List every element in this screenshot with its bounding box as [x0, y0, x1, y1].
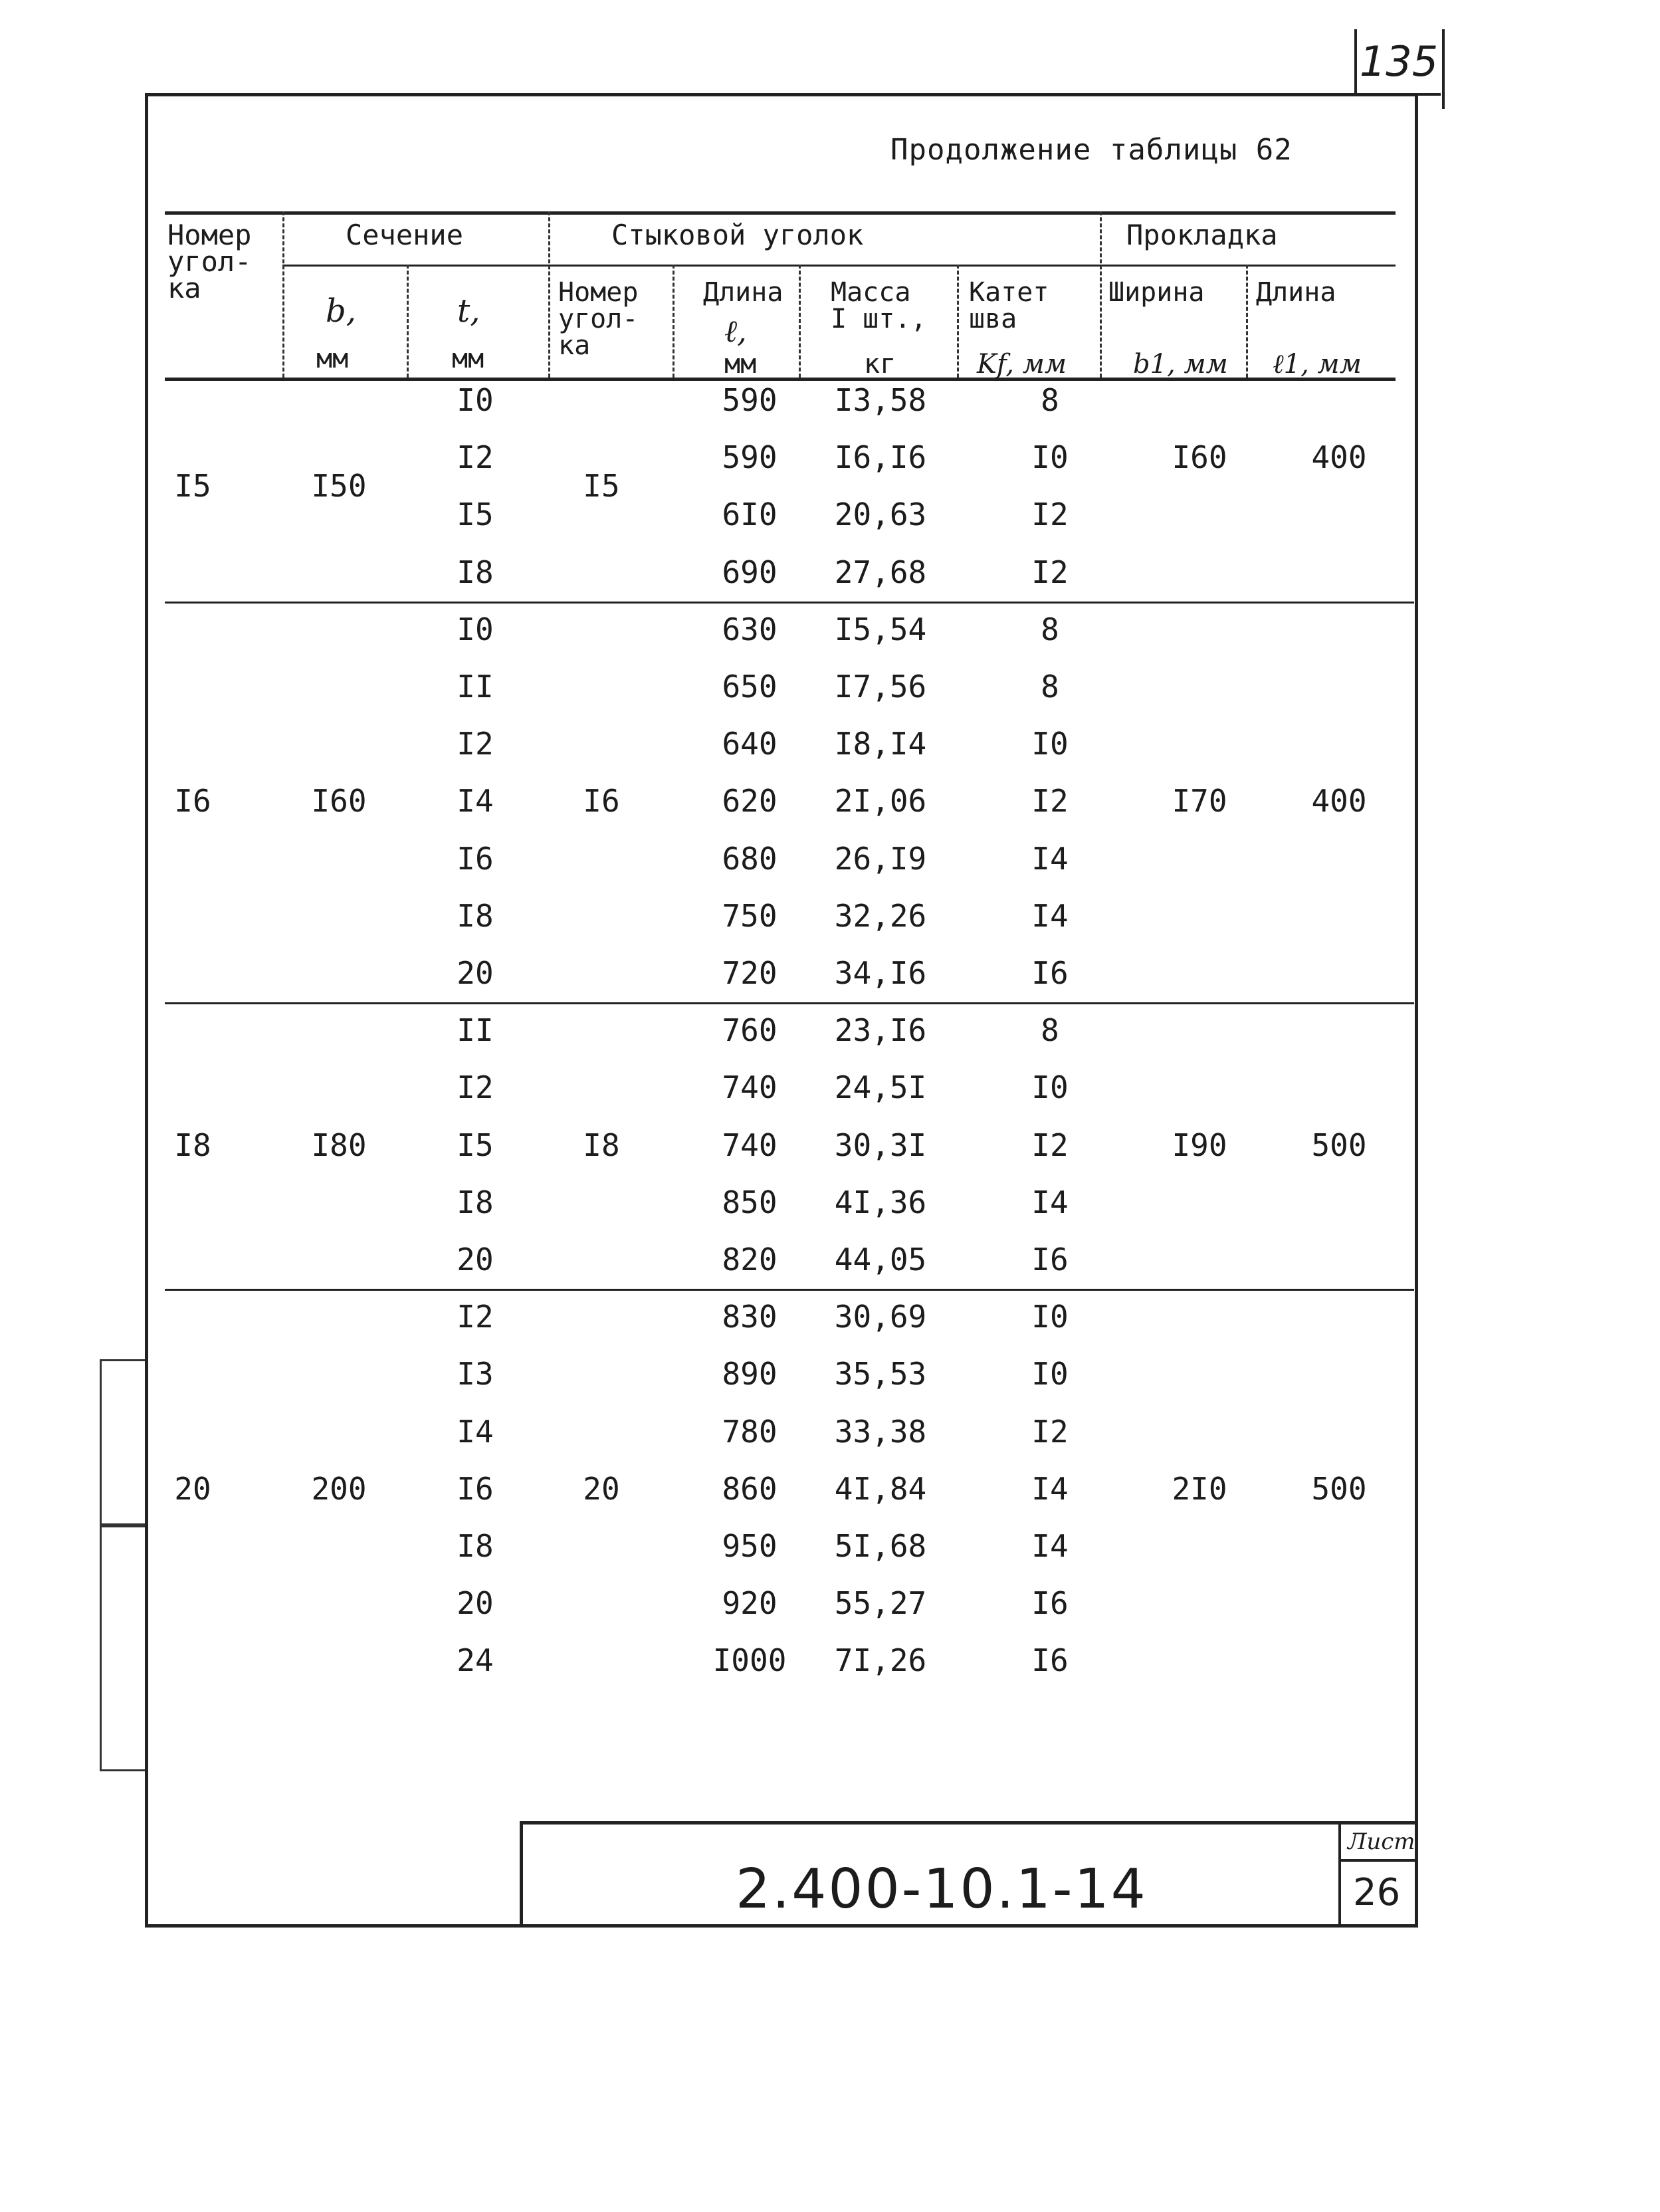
cell-t: II [457, 1012, 494, 1049]
cell-b: I60 [311, 783, 367, 820]
cell-pad-length: 400 [1311, 783, 1367, 820]
header-leg: Катет шва [969, 277, 1049, 334]
cell-length: 830 [722, 1299, 778, 1335]
cell-mass: 7I,26 [834, 1642, 927, 1679]
cell-t: I8 [457, 1184, 494, 1220]
cell-length: 720 [722, 955, 778, 991]
cell-mass: I6,I6 [834, 439, 927, 476]
cell-length: 760 [722, 1012, 778, 1049]
page-number: 135 [1354, 29, 1441, 96]
cell-t: I2 [457, 439, 494, 476]
cell-length: 620 [722, 783, 778, 820]
cell-leg: I6 [1031, 955, 1069, 991]
cell-t: I2 [457, 1299, 494, 1335]
header-divider [282, 211, 284, 378]
cell-leg: I0 [1031, 726, 1069, 762]
header-divider [548, 211, 550, 378]
cell-t: I3 [457, 1356, 494, 1392]
cell-length: 750 [722, 897, 778, 934]
cell-length: 890 [722, 1356, 778, 1392]
cell-leg: 8 [1041, 611, 1059, 647]
cell-leg: I6 [1031, 1242, 1069, 1277]
cell-length: 650 [722, 669, 778, 705]
cell-leg: I4 [1031, 1184, 1069, 1220]
cell-leg: I0 [1031, 439, 1069, 476]
group-separator [165, 1002, 1414, 1004]
title-block [520, 1821, 1418, 1928]
cell-pad-width: 2I0 [1172, 1470, 1227, 1507]
cell-t: 24 [457, 1642, 494, 1679]
cell-length: 740 [722, 1069, 778, 1106]
cell-t: I8 [457, 1528, 494, 1564]
header-divider [957, 265, 959, 378]
cell-mass: I3,58 [834, 382, 927, 418]
cell-mass: I8,I4 [834, 726, 927, 762]
header-leg-symbol: Kf, мм [977, 349, 1067, 380]
header-divider [1100, 211, 1102, 378]
cell-length: 780 [722, 1413, 778, 1450]
header-mass-unit: кг [864, 349, 896, 380]
cell-leg: I0 [1031, 1299, 1069, 1335]
cell-mass: 30,69 [834, 1299, 927, 1335]
cell-length: 6I0 [722, 497, 778, 533]
header-length: Длина [703, 277, 783, 308]
cell-mass: 30,3I [834, 1127, 927, 1163]
cell-angle: 20 [174, 1470, 211, 1507]
cell-length: 590 [722, 439, 778, 476]
cell-mass: 55,27 [834, 1585, 927, 1622]
cell-leg: I2 [1031, 1127, 1069, 1163]
cell-length: 630 [722, 611, 778, 647]
cell-leg: I4 [1031, 840, 1069, 877]
cell-t: I4 [457, 1413, 494, 1450]
cell-leg: 8 [1041, 382, 1059, 418]
cell-leg: I6 [1031, 1585, 1069, 1622]
cell-leg: I2 [1031, 554, 1069, 590]
header-pad-length: Длина [1256, 277, 1336, 308]
document-code: 2.400-10.1-14 [736, 1858, 1148, 1921]
cell-t: I4 [457, 783, 494, 820]
sheet-label: Лист [1348, 1828, 1415, 1855]
header-pad-length-symbol: ℓ1, мм [1273, 349, 1362, 380]
cell-length: 850 [722, 1184, 778, 1220]
cell-b: I80 [311, 1127, 367, 1163]
cell-leg: I2 [1031, 497, 1069, 533]
header-b-symbol: b, [326, 292, 356, 330]
cell-mass: I5,54 [834, 611, 927, 647]
cell-mass: 33,38 [834, 1413, 927, 1450]
header-section: Сечение [346, 219, 464, 251]
group-separator [165, 1289, 1414, 1291]
cell-pad-length: 500 [1311, 1127, 1367, 1163]
cell-leg: I0 [1031, 1356, 1069, 1392]
cell-t: II [457, 669, 494, 705]
cell-t: 20 [457, 1585, 494, 1622]
cell-angle: I8 [174, 1127, 211, 1163]
cell-pad-length: 400 [1311, 439, 1367, 476]
binding-strip [100, 1525, 146, 1771]
header-divider [673, 265, 674, 378]
sheet-number: 26 [1353, 1871, 1401, 1914]
cell-pad-width: I60 [1172, 439, 1227, 476]
cell-mass: 26,I9 [834, 840, 927, 877]
header-butt-angle: Стыковой уголок [611, 219, 864, 251]
cell-leg: I4 [1031, 1528, 1069, 1564]
cell-mass: 35,53 [834, 1356, 927, 1392]
cell-mass: 44,05 [834, 1242, 927, 1277]
cell-b: 200 [311, 1470, 367, 1507]
cell-mass: 23,I6 [834, 1012, 927, 1049]
cell-angle: I6 [174, 783, 211, 820]
cell-pad-width: I90 [1172, 1127, 1227, 1163]
cell-leg: 8 [1041, 1012, 1059, 1049]
cell-mass: 2I,06 [834, 783, 927, 820]
header-divider [799, 265, 801, 378]
cell-t: I8 [457, 897, 494, 934]
cell-mass: 4I,36 [834, 1184, 927, 1220]
cell-mass: 27,68 [834, 554, 927, 590]
cell-t: 20 [457, 1242, 494, 1277]
cell-length: 680 [722, 840, 778, 877]
cell-mass: 5I,68 [834, 1528, 927, 1564]
cell-t: I8 [457, 554, 494, 590]
header-top-rule [165, 211, 1396, 215]
header-width-symbol: b1, мм [1133, 349, 1228, 380]
cell-butt: I6 [583, 783, 620, 820]
header-butt-number: Номер угол- ка [558, 277, 639, 361]
cell-pad-width: I70 [1172, 783, 1227, 820]
cell-pad-length: 500 [1311, 1470, 1367, 1507]
cell-length: 860 [722, 1470, 778, 1507]
group-separator [165, 602, 1414, 604]
cell-t: I2 [457, 726, 494, 762]
cell-mass: 34,I6 [834, 955, 927, 991]
header-angle-number: Номер угол- ка [167, 219, 252, 304]
cell-butt: 20 [583, 1470, 620, 1507]
cell-leg: I2 [1031, 1413, 1069, 1450]
header-pad: Прокладка [1126, 219, 1278, 251]
cell-butt: I5 [583, 468, 620, 504]
header-length-unit: мм [724, 349, 757, 380]
header-divider [1246, 265, 1248, 378]
cell-butt: I8 [583, 1127, 620, 1163]
cell-mass: 24,5I [834, 1069, 927, 1106]
cell-b: I50 [311, 468, 367, 504]
cell-mass: 32,26 [834, 897, 927, 934]
header-divider [407, 265, 409, 378]
cell-leg: I4 [1031, 1470, 1069, 1507]
cell-leg: I4 [1031, 897, 1069, 934]
cell-t: 20 [457, 955, 494, 991]
cell-length: 820 [722, 1242, 778, 1277]
sheet-box [1338, 1825, 1418, 1928]
header-b-unit: мм [316, 344, 349, 374]
header-mid-rule [282, 265, 1396, 267]
cell-length: 640 [722, 726, 778, 762]
header-mass: Масса I шт., [831, 277, 927, 334]
cell-leg: I0 [1031, 1069, 1069, 1106]
cell-length: 950 [722, 1528, 778, 1564]
sheet-divider [1341, 1859, 1418, 1862]
cell-length: 590 [722, 382, 778, 418]
header-t-symbol: t, [457, 292, 480, 330]
cell-leg: I6 [1031, 1642, 1069, 1679]
table-caption: Продолжение таблицы 62 [890, 133, 1293, 167]
cell-t: I0 [457, 382, 494, 418]
cell-t: I6 [457, 840, 494, 877]
header-length-symbol: ℓ, [724, 313, 747, 349]
cell-leg: 8 [1041, 669, 1059, 705]
cell-t: I2 [457, 1069, 494, 1106]
cell-length: 920 [722, 1585, 778, 1622]
header-width: Ширина [1108, 277, 1205, 308]
cell-length: I000 [712, 1642, 787, 1679]
cell-mass: I7,56 [834, 669, 927, 705]
cell-t: I5 [457, 497, 494, 533]
cell-length: 740 [722, 1127, 778, 1163]
cell-mass: 4I,84 [834, 1470, 927, 1507]
header-t-unit: мм [452, 344, 484, 374]
cell-angle: I5 [174, 468, 211, 504]
cell-t: I0 [457, 611, 494, 647]
cell-t: I5 [457, 1127, 494, 1163]
cell-length: 690 [722, 554, 778, 590]
cell-leg: I2 [1031, 783, 1069, 820]
cell-t: I6 [457, 1470, 494, 1507]
binding-strip [100, 1359, 146, 1525]
cell-mass: 20,63 [834, 497, 927, 533]
